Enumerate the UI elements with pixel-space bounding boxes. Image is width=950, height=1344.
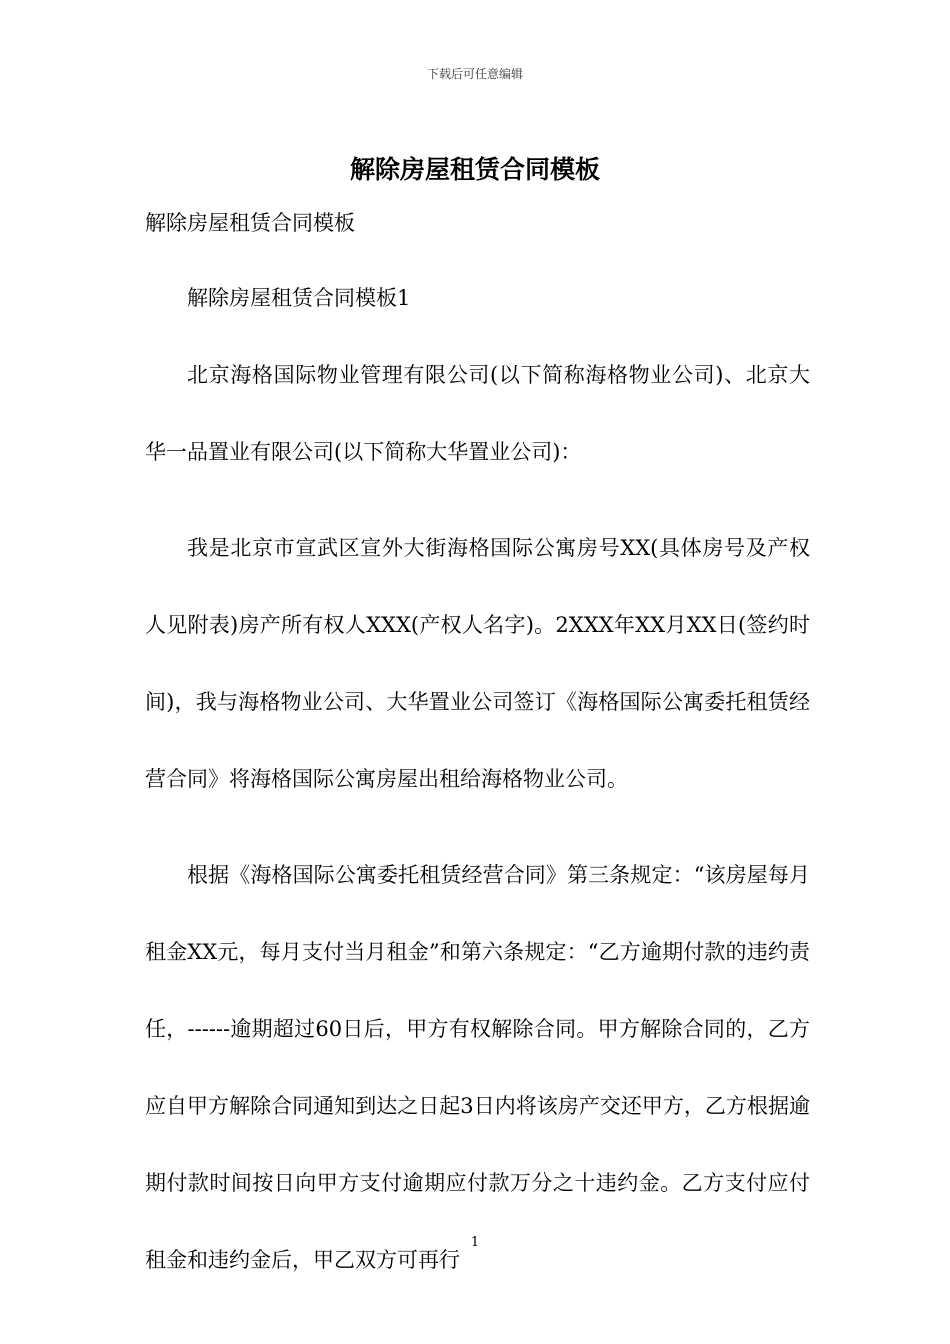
document-body [145,203,810,1336]
page-number: 1 [470,1235,480,1250]
document-title: 解除房屋租赁合同模板 [349,155,600,184]
page-header-note: 下载后可任意编辑 [426,67,523,81]
section-heading: 解除房屋租赁合同模板1 [187,286,411,310]
paragraph-addressees: 北京海格国际物业管理有限公司(以下简称海格物业公司)、北京大华一品置业有限公司(以下简称大华置业公司)： [145,363,810,464]
paragraph-ownership: 我是北京市宣武区宣外大街海格国际公寓房号XX(具体房号及产权人见附表)房产所有权人XXX(产权人名字)。2XXX年XX月XX日(签约时间)，我与海格物业公司、大华置业公司签订《海格国际公寓委托租赁经营合同》将海格国际公寓房屋出租给海格物业公司。 [145,536,810,791]
document-subtitle: 解除房屋租赁合同模板 [145,211,355,235]
paragraph-contract-terms: 根据《海格国际公寓委托租赁经营合同》第三条规定：“该房屋每月租金XX元，每月支付当月租金”和第六条规定：“乙方逾期付款的违约责任，------逾期超过60日后，甲方有权解除合同。甲方解除合同的，乙方应自甲方解除合同通知到达之日起3日内将该房产交还甲方，乙方根据逾期付款时间按日向甲方支付逾期应付款万分之十违约金。乙方支付应付租金和违约金后，甲乙双方可再行 [145,863,810,1272]
